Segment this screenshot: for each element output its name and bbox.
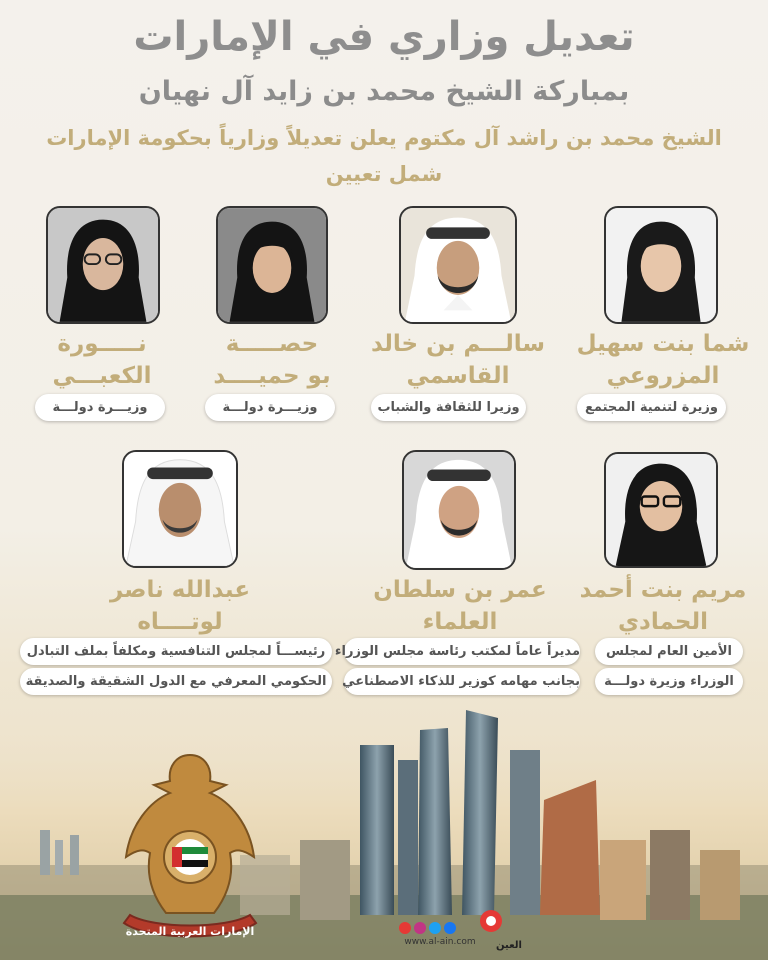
photo-shamma xyxy=(604,206,718,324)
role-pill: الحكومي المعرفي مع الدول الشقيقة والصديقة xyxy=(20,668,332,695)
name-line-2: القاسمي xyxy=(406,363,510,389)
brand-name: العين xyxy=(496,940,522,951)
minister-name xyxy=(358,328,558,392)
name-line-1: سالـــم بن خالد xyxy=(371,331,545,357)
photo-omar xyxy=(402,450,516,570)
minister-name xyxy=(360,574,560,638)
role-pill: مديراً عاماً لمكتب رئاسة مجلس الوزراء xyxy=(344,638,580,665)
emblem-text: الإمارات العربية المتحدة xyxy=(125,925,255,938)
photo-noura xyxy=(46,206,160,324)
name-line-1: حصـــــة xyxy=(225,331,319,357)
facebook-icon[interactable] xyxy=(444,922,456,934)
twitter-icon[interactable] xyxy=(429,922,441,934)
name-line-2: العلماء xyxy=(422,609,498,635)
name-line-2: الحمادي xyxy=(617,609,709,635)
name-line-2: بو حميــــد xyxy=(213,363,331,389)
intro-line-2: شمل تعيين xyxy=(325,162,443,186)
portrait-woman-icon xyxy=(48,208,158,322)
portrait-woman-icon xyxy=(606,454,716,566)
role-pill: وزيـــرة دولـــة xyxy=(35,394,165,421)
name-line-2: لوتــــاه xyxy=(137,609,223,635)
uae-emblem-icon xyxy=(110,745,270,945)
portrait-woman-icon xyxy=(218,208,326,322)
role-pill: بجانب مهامه كوزير للذكاء الاصطناعي xyxy=(344,668,580,695)
page-title: تعديل وزاري في الإمارات xyxy=(133,14,635,60)
name-line-1: شما بنت سهيل xyxy=(576,331,750,357)
name-line-1: نـــــورة xyxy=(57,331,147,357)
name-line-2: الكعبـــي xyxy=(52,363,152,389)
role-pill: رئيســـاً لمجلس التنافسية ومكلفاً بملف التبادل xyxy=(20,638,332,665)
minister-name xyxy=(568,328,758,392)
name-line-1: عمر بن سلطان xyxy=(373,577,547,603)
minister-name xyxy=(90,574,270,638)
name-line-1: مريم بنت أحمد xyxy=(579,577,747,603)
portrait-man-icon xyxy=(401,208,515,322)
page-subtitle: بمباركة الشيخ محمد بن زايد آل نهيان xyxy=(138,76,630,107)
role-pill: وزيرا للثقافة والشباب xyxy=(371,394,526,421)
role-pill: وزيـــرة دولـــة xyxy=(205,394,335,421)
role-pill: وزيرة لتنمية المجتمع xyxy=(577,394,726,421)
minister-name xyxy=(182,328,362,392)
al-ain-logo-icon[interactable] xyxy=(478,908,504,938)
name-line-1: عبدالله ناصر xyxy=(109,577,251,603)
photo-abdulla xyxy=(122,450,238,568)
portrait-man-icon xyxy=(404,452,514,568)
minister-name xyxy=(12,328,192,392)
name-line-2: المزروعي xyxy=(606,363,720,389)
photo-salem xyxy=(399,206,517,324)
minister-name xyxy=(568,574,758,638)
role-pill: الأمين العام لمجلس xyxy=(595,638,743,665)
brand-url[interactable]: www.al-ain.com xyxy=(404,937,476,947)
role-pill: الوزراء وزيرة دولـــة xyxy=(595,668,743,695)
youtube-icon[interactable] xyxy=(399,922,411,934)
instagram-icon[interactable] xyxy=(414,922,426,934)
photo-maryam xyxy=(604,452,718,568)
photo-hessa xyxy=(216,206,328,324)
portrait-woman-icon xyxy=(606,208,716,322)
portrait-man-icon xyxy=(124,452,236,566)
intro-line-1: الشيخ محمد بن راشد آل مكتوم يعلن تعديلاً وزارياً بحكومة الإمارات xyxy=(46,126,722,150)
